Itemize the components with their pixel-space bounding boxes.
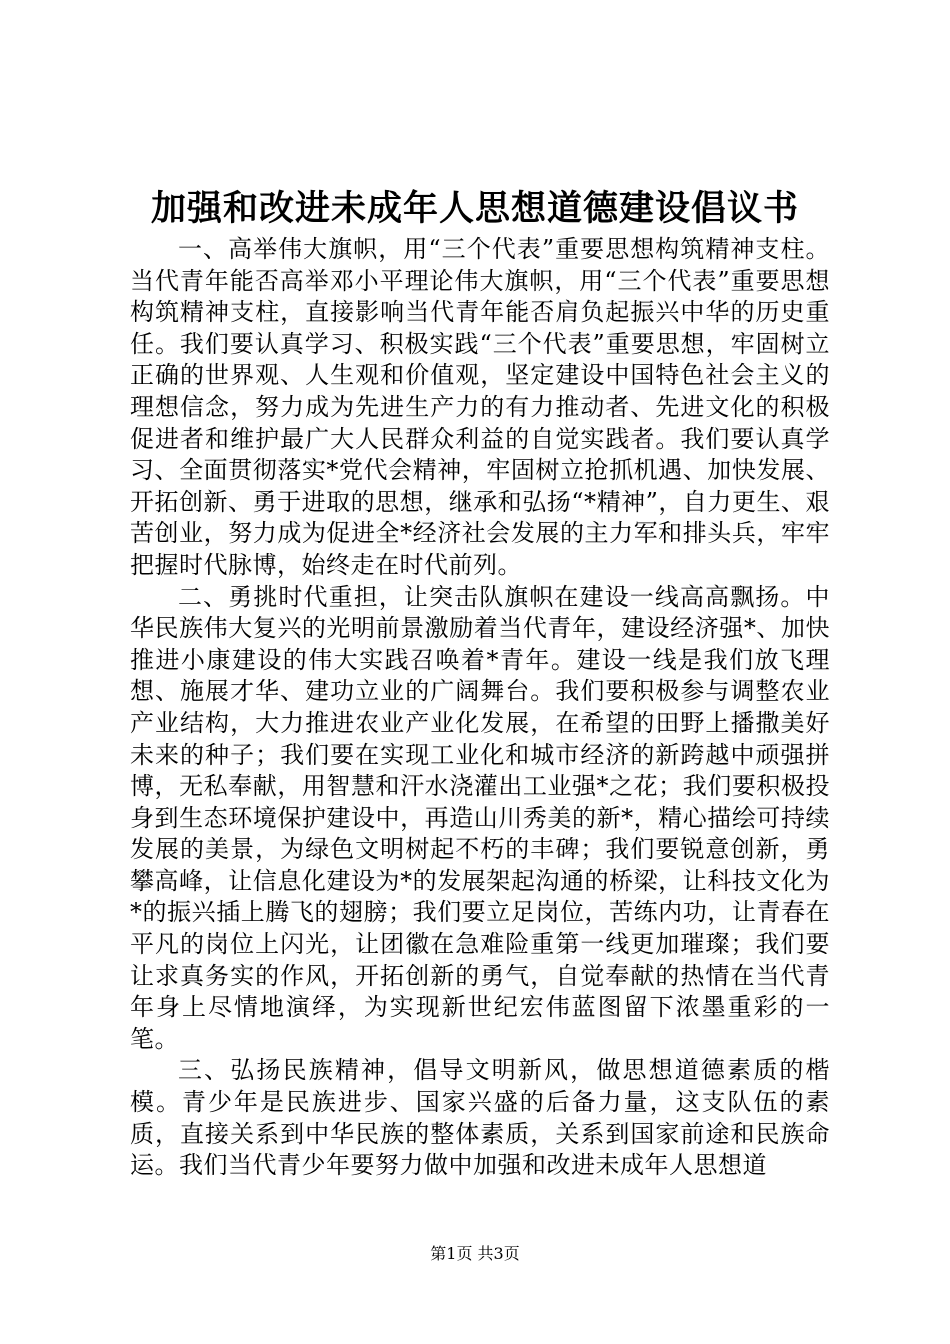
page-footer: 第1页 共3页	[430, 1244, 520, 1263]
document-body	[130, 234, 830, 1182]
paragraph-1: 一、高举伟大旗帜，用“三个代表”重要思想构筑精神支柱。当代青年能否高举邓小平理论伟大旗帜，用“三个代表”重要思想构筑精神支柱，直接影响当代青年能否肩负起振兴中华的历史重任。我们要认真学习、积极实践“三个代表”重要思想，牢固树立正确的世界观、人生观和价值观，坚定建设中国特色社会主义的理想信念，努力成为先进生产力的有力推动者、先进文化的积极促进者和维护最广大人民群众利益的自觉实践者。我们要认真学习、全面贯彻落实*党代会精神，牢固树立抢抓机遇、加快发展、开拓创新、勇于进取的思想，继承和弘扬“*精神”，自力更生、艰苦创业，努力成为促进全*经济社会发展的主力军和排头兵，牢牢把握时代脉博，始终走在时代前列。	[130, 235, 830, 579]
paragraph-3: 三、弘扬民族精神，倡导文明新风，做思想道德素质的楷模。青少年是民族进步、国家兴盛的后备力量，这支队伍的素质，直接关系到中华民族的整体素质，关系到国家前途和民族命运。我们当代青少年要努力做中加强和改进未成年人思想道	[130, 1056, 830, 1180]
paragraph-2: 二、勇挑时代重担，让突击队旗帜在建设一线高高飘扬。中华民族伟大复兴的光明前景激励着当代青年，建设经济强*、加快推进小康建设的伟大实践召唤着*青年。建设一线是我们放飞理想、施展才华、建功立业的广阔舞台。我们要积极参与调整农业产业结构，大力推进农业产业化发展，在希望的田野上播撒美好未来的种子；我们要在实现工业化和城市经济的新跨越中顽强拼博，无私奉献，用智慧和汗水浇灌出工业强*之花；我们要积极投身到生态环境保护建设中，再造山川秀美的新*，精心描绘可持续发展的美景，为绿色文明树起不朽的丰碑；我们要锐意创新，勇攀高峰，让信息化建设为*的发展架起沟通的桥梁，让科技文化为*的振兴插上腾飞的翅膀；我们要立足岗位，苦练内功，让青春在平凡的岗位上闪光，让团徽在急难险重第一线更加璀璨；我们要让求真务实的作风，开拓创新的勇气，自觉奉献的热情在当代青年身上尽情地演绎，为实现新世纪宏伟蓝图留下浓墨重彩的一笔。	[130, 582, 830, 1053]
document-title: 加强和改进未成年人思想道德建设倡议书	[150, 188, 799, 229]
